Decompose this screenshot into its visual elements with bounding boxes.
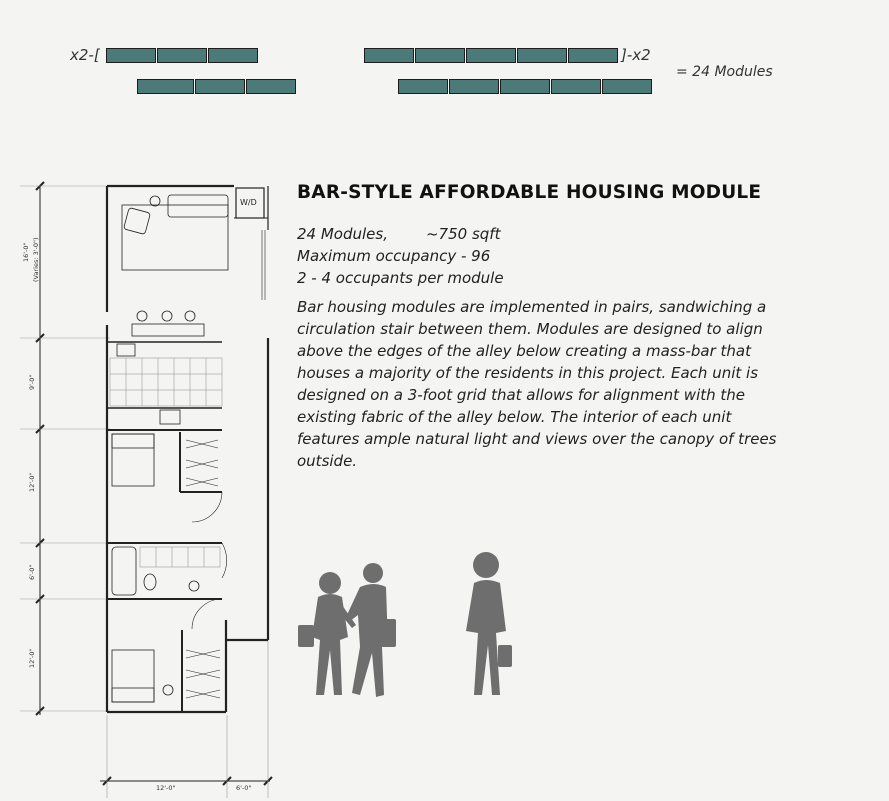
module-block [137,79,194,94]
bed [112,434,154,486]
person-silhouette [346,563,396,697]
module-block [602,79,652,94]
sofa [168,195,228,217]
toilet [144,574,156,590]
module-block [517,48,567,63]
module-area: ~750 sqft [425,225,501,243]
occupancy-line: Maximum occupancy - 96 [297,247,491,265]
module-block [246,79,296,94]
total-modules-label: = 24 Modules [676,64,773,80]
dim-label-9ft: 9'-0" [28,374,36,390]
description-paragraph: Bar housing modules are implemented in pairs, sandwiching a circulation stair between them. Modules are designed to align above the edges of the alley below creating a mass-bar that houses a majority of the residents in this project. Each unit is designed on a 3-foot grid that allows for alignment with the existing fabric of the alley below. The interior of each unit features ample natural light and views over the canopy of trees outside. [297,298,777,470]
module-block [208,48,258,63]
module-row-top-left [106,48,259,63]
module-block [157,48,207,63]
module-row-bottom-right [398,79,653,94]
module-block [106,48,156,63]
sink [117,344,135,356]
stats-line-modules [297,223,504,245]
module-block [398,79,448,94]
module-block [195,79,245,94]
occupants-line: 2 - 4 occupants per module [297,269,504,287]
modules-count: 24 Modules, [297,225,388,243]
person-silhouette [466,552,512,695]
dim-label-corridor: 6'-0" [236,784,252,792]
person-silhouette [298,572,356,695]
bed [112,650,154,702]
left-multiplier-label: x2-[ [70,46,100,64]
module-block [568,48,618,63]
stove [160,410,180,424]
dim-label-6ft: 6'-0" [28,564,36,580]
stats-block [297,223,504,289]
module-row-top-right [364,48,619,63]
dim-label-16ft: 16'-0" [22,242,30,262]
module-block [449,79,499,94]
people-silhouettes [290,545,530,705]
living-rug [122,205,228,270]
module-block [466,48,516,63]
kitchen-counter [132,324,204,336]
dim-label-12ft-lower: 12'-0" [28,648,36,668]
right-multiplier-label: ]-x2 [621,46,651,64]
armchair [124,208,151,235]
washer-dryer-label: W/D [240,198,257,207]
bathtub [112,547,136,595]
module-block [415,48,465,63]
page-title: BAR-STYLE AFFORDABLE HOUSING MODULE [297,182,762,203]
dim-label-12ft: 12'-0" [28,472,36,492]
dim-label-varies: (Varies: 3'-0") [32,237,40,282]
floor-plan [20,170,280,800]
module-block [364,48,414,63]
module-block [500,79,550,94]
dim-label-width: 12'-0" [156,784,176,792]
module-block [551,79,601,94]
module-row-bottom-left [137,79,297,94]
